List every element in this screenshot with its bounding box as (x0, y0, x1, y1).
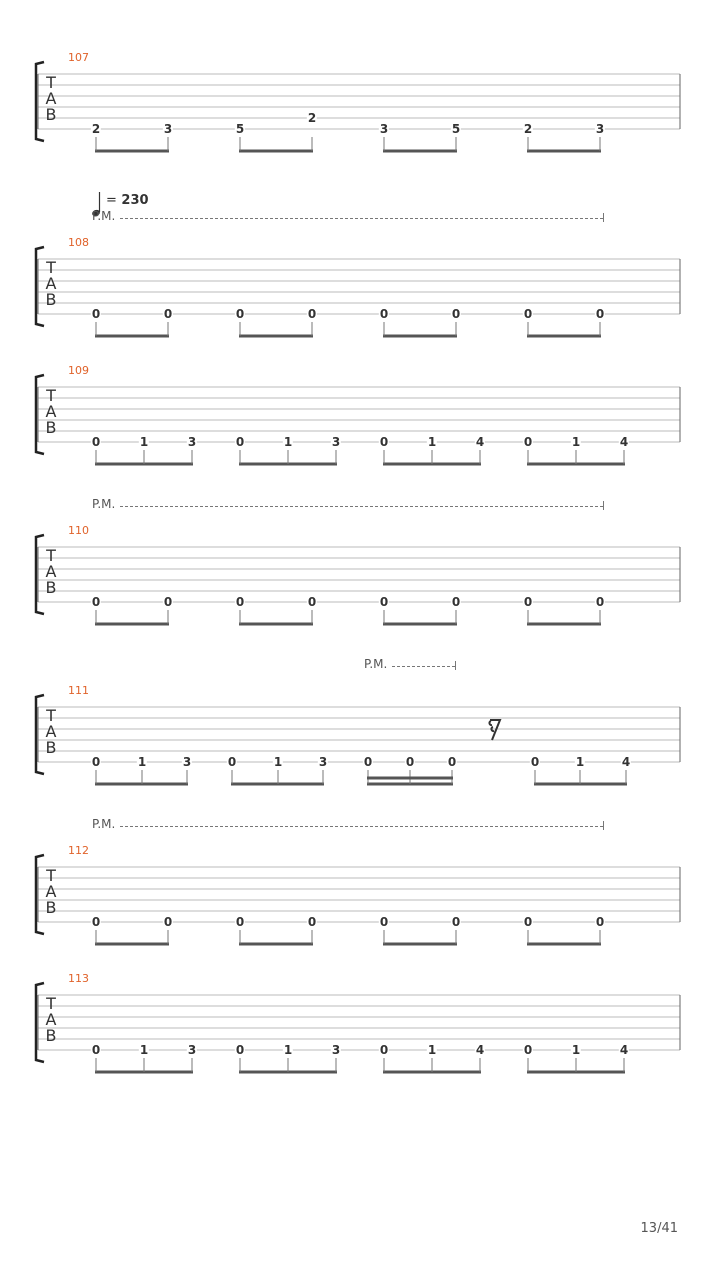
tab-clef-letter: B (45, 418, 57, 437)
fret-number: 0 (447, 755, 457, 769)
fret-number: 0 (379, 915, 389, 929)
fret-number: 0 (163, 595, 173, 609)
tab-clef-letter: A (45, 722, 57, 741)
fret-number: 1 (427, 435, 437, 449)
fret-number: 1 (571, 1043, 581, 1057)
fret-number: 0 (91, 1043, 101, 1057)
tab-clef-letter: A (45, 89, 57, 108)
fret-number: 0 (451, 915, 461, 929)
palm-mute-end (603, 213, 604, 222)
tempo-value: 230 (116, 193, 149, 208)
fret-number: 0 (363, 755, 373, 769)
measure-number: 111 (68, 684, 89, 697)
tab-clef-letter: B (45, 738, 57, 757)
fret-number: 5 (451, 122, 461, 136)
fret-number: 3 (187, 1043, 197, 1057)
tab-clef-letter: B (45, 1026, 57, 1045)
fret-number: 3 (379, 122, 389, 136)
palm-mute-label: P.M. (92, 209, 116, 223)
fret-number: 0 (595, 595, 605, 609)
fret-number: 0 (523, 307, 533, 321)
fret-number: 0 (235, 1043, 245, 1057)
palm-mute-label: P.M. (92, 497, 116, 511)
fret-number: 0 (379, 1043, 389, 1057)
fret-number: 0 (227, 755, 237, 769)
fret-number: 3 (318, 755, 328, 769)
fret-number: 0 (235, 307, 245, 321)
fret-number: 2 (523, 122, 533, 136)
fret-number: 0 (163, 915, 173, 929)
palm-mute-dashes (120, 826, 603, 827)
fret-number: 3 (331, 1043, 341, 1057)
fret-number: 5 (235, 122, 245, 136)
palm-mute-dashes (120, 218, 603, 219)
fret-number: 0 (379, 595, 389, 609)
tab-clef-letter: T (46, 994, 56, 1013)
measure-number: 109 (68, 364, 89, 377)
fret-number: 1 (427, 1043, 437, 1057)
fret-number: 4 (475, 1043, 485, 1057)
page-number: 13/41 (640, 1221, 678, 1236)
fret-number: 0 (523, 915, 533, 929)
fret-number: 0 (595, 307, 605, 321)
fret-number: 1 (575, 755, 585, 769)
fret-number: 0 (307, 595, 317, 609)
palm-mute-end (603, 821, 604, 830)
tab-clef (41, 546, 61, 597)
tab-clef (41, 258, 61, 309)
tab-clef-letter: T (46, 258, 56, 277)
tab-clef-letter: A (45, 1010, 57, 1029)
fret-number: 0 (91, 307, 101, 321)
fret-number: 0 (307, 307, 317, 321)
sixteenth-rest-icon (489, 720, 500, 740)
fret-number: 0 (91, 755, 101, 769)
tab-clef-letter: T (46, 866, 56, 885)
fret-number: 0 (379, 307, 389, 321)
tempo-equals: = (106, 193, 117, 208)
tab-clef-letter: T (46, 73, 56, 92)
tab-clef (41, 706, 61, 757)
tab-clef-letter: B (45, 290, 57, 309)
fret-number: 0 (523, 595, 533, 609)
fret-number: 0 (451, 595, 461, 609)
fret-number: 2 (307, 111, 317, 125)
measure-number: 110 (68, 524, 89, 537)
fret-number: 0 (235, 915, 245, 929)
tab-clef (41, 73, 61, 124)
fret-number: 4 (475, 435, 485, 449)
fret-number: 3 (187, 435, 197, 449)
tab-clef (41, 866, 61, 917)
fret-number: 0 (235, 435, 245, 449)
fret-number: 0 (235, 595, 245, 609)
measure-number: 108 (68, 236, 89, 249)
tab-clef-letter: A (45, 882, 57, 901)
fret-number: 0 (595, 915, 605, 929)
fret-number: 4 (619, 435, 629, 449)
fret-number: 0 (530, 755, 540, 769)
tab-clef-letter: A (45, 402, 57, 421)
palm-mute-end (455, 661, 456, 670)
fret-number: 0 (451, 307, 461, 321)
fret-number: 3 (163, 122, 173, 136)
tab-clef-letter: T (46, 546, 56, 565)
fret-number: 0 (91, 915, 101, 929)
measure-number: 112 (68, 844, 89, 857)
fret-number: 3 (595, 122, 605, 136)
fret-number: 1 (273, 755, 283, 769)
fret-number: 0 (163, 307, 173, 321)
tab-clef-letter: A (45, 562, 57, 581)
tempo-marking (106, 193, 149, 208)
measure-number: 107 (68, 51, 89, 64)
fret-number: 2 (91, 122, 101, 136)
fret-number: 0 (405, 755, 415, 769)
fret-number: 1 (571, 435, 581, 449)
palm-mute-dashes (392, 666, 455, 667)
fret-number: 0 (379, 435, 389, 449)
fret-number: 1 (139, 1043, 149, 1057)
fret-number: 0 (307, 915, 317, 929)
fret-number: 3 (331, 435, 341, 449)
tab-clef-letter: T (46, 706, 56, 725)
tab-clef-letter: B (45, 105, 57, 124)
fret-number: 1 (139, 435, 149, 449)
fret-number: 4 (621, 755, 631, 769)
tab-clef-letter: T (46, 386, 56, 405)
fret-number: 0 (523, 1043, 533, 1057)
measure-number: 113 (68, 972, 89, 985)
tab-clef-letter: B (45, 578, 57, 597)
palm-mute-end (603, 501, 604, 510)
palm-mute-label: P.M. (364, 657, 388, 671)
fret-number: 1 (137, 755, 147, 769)
palm-mute-dashes (120, 506, 603, 507)
fret-number: 0 (523, 435, 533, 449)
tab-clef-letter: B (45, 898, 57, 917)
fret-number: 0 (91, 595, 101, 609)
palm-mute-label: P.M. (92, 817, 116, 831)
tab-clef (41, 994, 61, 1045)
fret-number: 3 (182, 755, 192, 769)
fret-number: 4 (619, 1043, 629, 1057)
fret-number: 0 (91, 435, 101, 449)
fret-number: 1 (283, 435, 293, 449)
tab-clef-letter: A (45, 274, 57, 293)
fret-number: 1 (283, 1043, 293, 1057)
tab-clef (41, 386, 61, 437)
